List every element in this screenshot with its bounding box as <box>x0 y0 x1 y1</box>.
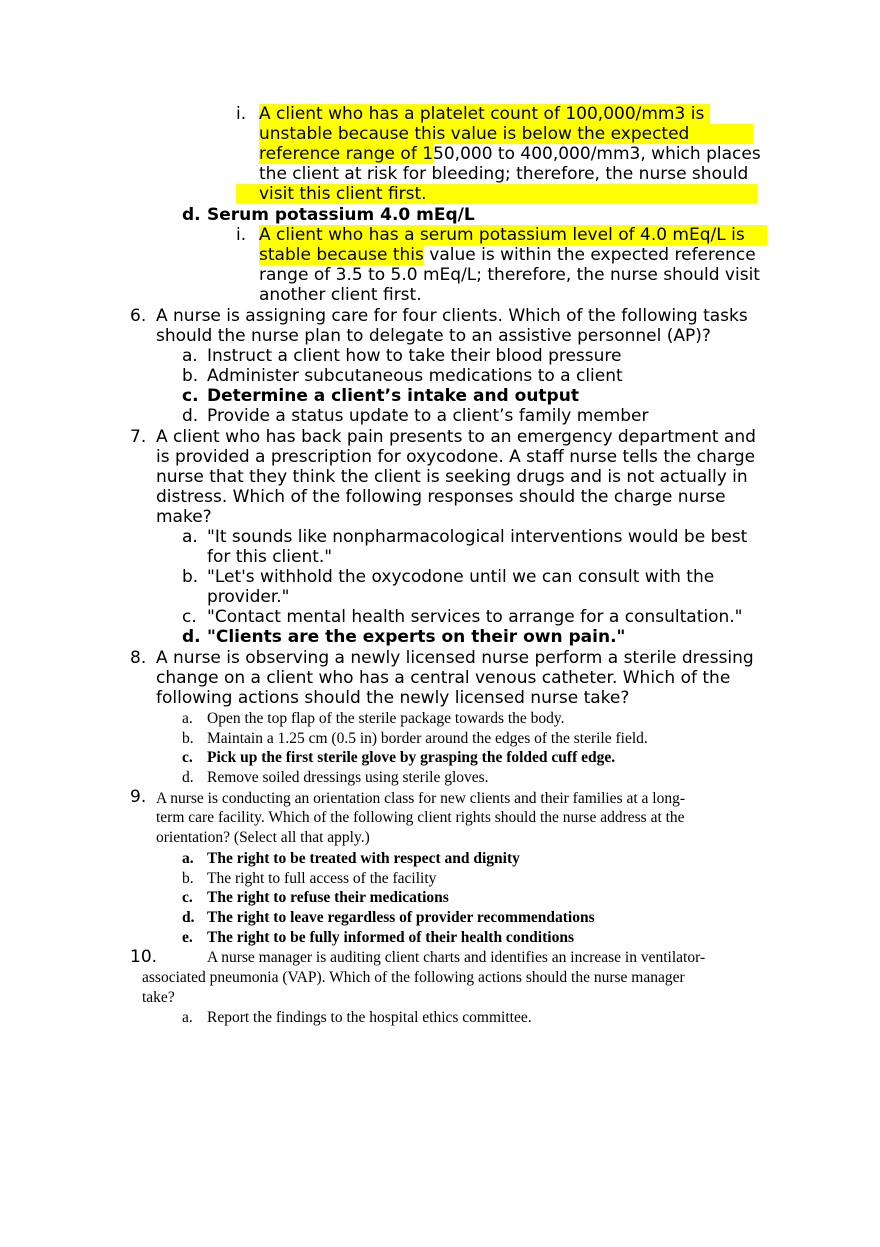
option-marker: e. <box>182 929 193 946</box>
option-text: Administer subcutaneous medications to a client <box>207 366 623 386</box>
question-stem-line: nurse that they think the client is seeking drugs and is not actually in <box>156 467 748 487</box>
question-stem-line: A nurse is observing a newly licensed nurse perform a sterile dressing <box>156 648 754 668</box>
question-stem-line: following actions should the newly licensed nurse take? <box>156 688 630 708</box>
question-number: 6. <box>130 306 147 326</box>
question-number: 7. <box>130 427 147 447</box>
option-marker: d. <box>182 406 199 426</box>
question-stem-line: should the nurse plan to delegate to an assistive personnel (AP)? <box>156 326 711 346</box>
rationale-line: range of 3.5 to 5.0 mEq/L; therefore, the nurse should visit <box>259 265 760 285</box>
option-marker: d. <box>182 769 194 786</box>
rationale-marker: i. <box>236 225 247 245</box>
question-number: 10. <box>130 947 158 967</box>
question-stem-line: term care facility. Which of the following client rights should the nurse address at the <box>156 809 685 826</box>
option-marker: c. <box>182 386 199 406</box>
option-marker: c. <box>182 607 197 627</box>
correct-option-text: The right to be fully informed of their health conditions <box>207 929 574 946</box>
question-stem-line: orientation? (Select all that apply.) <box>156 829 370 846</box>
correct-option-text: The right to leave regardless of provider recommendations <box>207 909 595 926</box>
plain-text: 50,000 to 400,000/mm3, which places <box>433 144 761 164</box>
correct-option-text: "Clients are the experts on their own pain." <box>207 627 626 647</box>
option-marker: c. <box>182 749 193 766</box>
option-marker: a. <box>182 1009 193 1026</box>
correct-option-text: Pick up the first sterile glove by grasping the folded cuff edge. <box>207 749 616 766</box>
question-stem-line: make? <box>156 507 212 527</box>
option-text: "It sounds like nonpharmacological interventions would be best <box>207 527 748 547</box>
option-marker: d. <box>182 205 201 225</box>
rationale-line: unstable because this value is below the expected <box>259 124 753 144</box>
question-stem-line: distress. Which of the following responses should the charge nurse <box>156 487 726 507</box>
option-text: "Let's withhold the oxycodone until we can consult with the <box>207 567 715 587</box>
question-stem-line: associated pneumonia (VAP). Which of the following actions should the nurse manager <box>142 969 685 986</box>
option-marker: b. <box>182 870 194 887</box>
option-marker: a. <box>182 527 198 547</box>
option-marker: b. <box>182 730 194 747</box>
option-text: Open the top flap of the sterile package towards the body. <box>207 710 565 727</box>
option-marker: b. <box>182 567 199 587</box>
option-text: Serum potassium 4.0 mEq/L <box>207 205 475 225</box>
option-text: provider." <box>207 587 290 607</box>
rationale-marker: i. <box>236 104 247 124</box>
option-marker: a. <box>182 850 194 867</box>
option-marker: a. <box>182 346 198 366</box>
rationale-line: the client at risk for bleeding; therefore, the nurse should <box>259 164 749 184</box>
option-marker: b. <box>182 366 199 386</box>
option-text: Report the findings to the hospital ethics committee. <box>207 1009 532 1026</box>
question-stem-line: A nurse manager is auditing client charts and identifies an increase in ventilator- <box>207 949 706 966</box>
option-marker: c. <box>182 889 193 906</box>
highlighted-text: stable because this <box>259 245 424 265</box>
plain-text: value is within the expected reference <box>423 245 756 265</box>
question-stem-line: change on a client who has a central venous catheter. Which of the <box>156 668 731 688</box>
question-stem-line: A nurse is assigning care for four clients. Which of the following tasks <box>156 306 748 326</box>
question-number: 8. <box>130 648 147 668</box>
correct-option-text: Determine a client’s intake and output <box>207 386 579 406</box>
option-marker: a. <box>182 710 193 727</box>
correct-option-text: The right to be treated with respect and dignity <box>207 850 520 867</box>
rationale-line: visit this client first. <box>236 184 757 204</box>
option-text: Remove soiled dressings using sterile gloves. <box>207 769 489 786</box>
question-stem-line: A client who has back pain presents to an emergency department and <box>156 427 756 447</box>
highlighted-text: reference range of 1 <box>259 144 434 164</box>
rationale-line: A client who has a platelet count of 100,000/mm3 is <box>259 104 710 124</box>
rationale-line: A client who has a serum potassium level of 4.0 mEq/L is <box>259 225 767 245</box>
question-stem-line: A nurse is conducting an orientation class for new clients and their families at a long- <box>156 790 686 807</box>
rationale-line <box>259 245 756 265</box>
question-stem-line: take? <box>142 989 175 1006</box>
rationale-line <box>259 144 761 164</box>
question-stem-line: is provided a prescription for oxycodone. A staff nurse tells the charge <box>156 447 756 467</box>
option-text: Instruct a client how to take their blood pressure <box>207 346 622 366</box>
option-text: The right to full access of the facility <box>207 870 437 887</box>
option-text: "Contact mental health services to arrange for a consultation." <box>207 607 743 627</box>
correct-option-text: The right to refuse their medications <box>207 889 449 906</box>
option-marker: d. <box>182 909 195 926</box>
option-text: Maintain a 1.25 cm (0.5 in) border around the edges of the sterile field. <box>207 730 648 747</box>
option-marker: d. <box>182 627 201 647</box>
option-text: Provide a status update to a client’s family member <box>207 406 649 426</box>
question-number: 9. <box>130 787 147 807</box>
rationale-line: another client first. <box>259 285 422 305</box>
option-text: for this client." <box>207 547 333 567</box>
